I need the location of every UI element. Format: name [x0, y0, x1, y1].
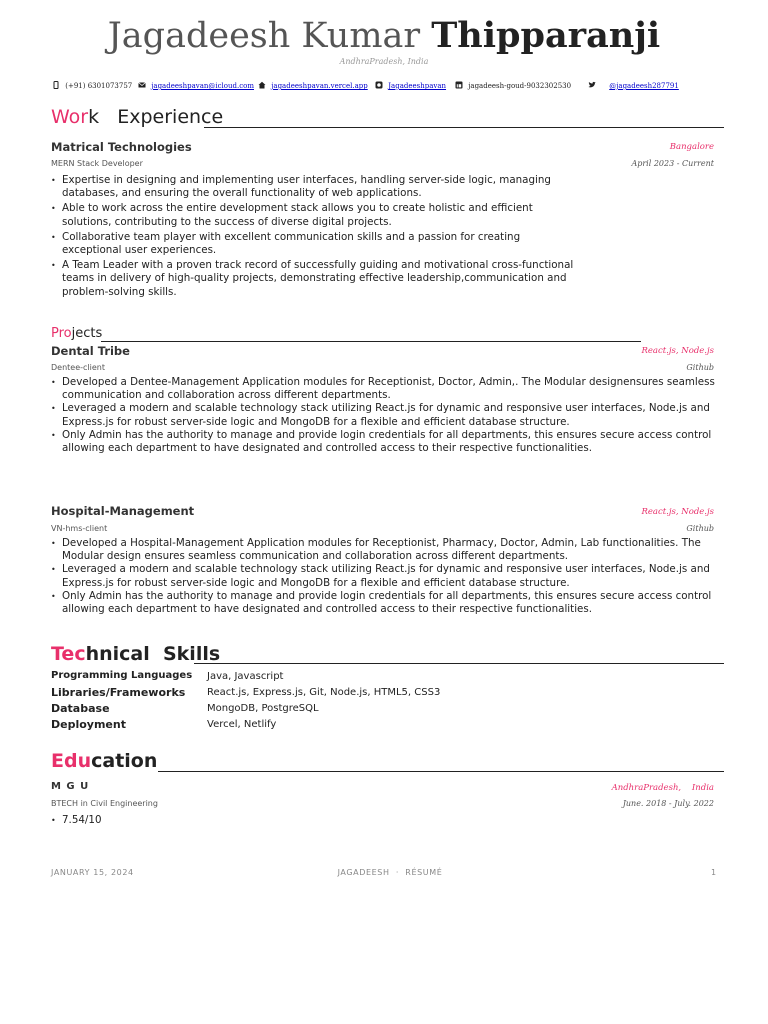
last-name: Thipparanji	[431, 15, 661, 56]
project-sub: VN-hms-client	[51, 524, 108, 533]
linkedin-icon	[455, 81, 463, 89]
email-icon	[138, 81, 146, 89]
skill-value: React.js, Express.js, Git, Node.js, HTML5, CSS3	[207, 687, 441, 698]
section-rule	[194, 663, 724, 664]
projects-heading	[51, 326, 102, 341]
list-item: • Leveraged a modern and scalable technology stack utilizing React.js for dynamic and responsive user interfaces, Node.js and Express.js for robust server-side logic and MongoDB for a flexible and efficient database structure.	[51, 402, 721, 428]
work-role: MERN Stack Developer	[51, 159, 143, 168]
project-stack: React.js, Node.js	[641, 507, 714, 517]
section-rule	[158, 771, 724, 772]
list-item: • Only Admin has the authority to manage and provide login credentials for all departments, this ensures secure access control allowing each department to have designated and controlled access to their respective functionalities.	[51, 429, 721, 455]
project-stack: React.js, Node.js	[641, 346, 714, 356]
contact-phone	[52, 80, 132, 92]
heading-accent: Pro	[51, 326, 72, 341]
linkedin-text: jagadeesh-goud-9032302530	[468, 82, 572, 90]
project-bullets-hospital	[51, 537, 721, 616]
project-source: Github	[686, 524, 714, 533]
skill-value: MongoDB, PostgreSQL	[207, 703, 319, 714]
work-location: Bangalore	[669, 142, 714, 152]
skill-label: Database	[51, 702, 110, 715]
work-bullets	[51, 174, 581, 301]
heading-rest: jects	[71, 326, 103, 341]
work-experience-heading	[51, 106, 223, 128]
technical-skills-heading	[51, 643, 220, 665]
education-school: M G U	[51, 781, 90, 792]
work-date: April 2023 - Current	[631, 159, 714, 168]
project-bullets-dental	[51, 376, 721, 455]
skill-label: Deployment	[51, 718, 126, 731]
home-icon	[258, 81, 266, 89]
footer-center: JAGADEESH · RÉSUMÉ	[337, 868, 443, 877]
list-item: • 7.54/10	[51, 814, 351, 827]
footer-page-number: 1	[711, 868, 717, 877]
github-icon	[375, 81, 383, 89]
list-item: • Expertise in designing and implementing user interfaces, handling server-side logic, managing databases, and ensuring the overall functionality of web applications.	[51, 174, 581, 200]
heading-rest: k Experience	[88, 106, 224, 128]
project-sub: Dentee-client	[51, 363, 105, 372]
contact-website[interactable]	[258, 80, 368, 92]
contact-twitter[interactable]	[588, 80, 679, 92]
list-item: • Developed a Hospital-Management Application modules for Receptionist, Pharmacy, Doctor, Admin, Lab functionalities. The Modular design ensures seamless communication and collaboration across different departments.	[51, 537, 721, 563]
education-bullets	[51, 814, 351, 829]
list-item: • Only Admin has the authority to manage and provide login credentials for all departments, this ensures secure access control allowing each department to have designated and controlled access to their respective functionalities.	[51, 590, 721, 616]
phone-icon	[52, 81, 60, 89]
contact-linkedin	[455, 80, 571, 92]
github-link[interactable]: Jagadeeshpavan	[388, 82, 447, 90]
contact-bar	[52, 80, 732, 94]
skill-label: Programming Languages	[51, 670, 193, 681]
heading-accent: Edu	[51, 750, 92, 772]
skill-value: Vercel, Netlify	[207, 719, 277, 730]
list-item: • Leveraged a modern and scalable technology stack utilizing React.js for dynamic and responsive user interfaces, Node.js and Express.js for robust server-side logic and MongoDB for a flexible and efficient database structure.	[51, 563, 721, 589]
skill-value: Java, Javascript	[207, 671, 284, 682]
contact-email[interactable]	[138, 80, 254, 92]
heading-rest: cation	[91, 750, 158, 772]
section-rule	[101, 341, 641, 342]
project-source: Github	[686, 363, 714, 372]
heading-accent: Wor	[51, 106, 89, 128]
footer-date: JANUARY 15, 2024	[51, 868, 134, 877]
list-item: • Able to work across the entire development stack allows you to create holistic and efficient solutions, contributing to the success of diverse digital projects.	[51, 202, 581, 228]
education-location: AndhraPradesh, India	[611, 783, 714, 793]
project-title-dental-tribe: Dental Tribe	[51, 344, 130, 358]
heading-accent: Tec	[51, 643, 86, 665]
twitter-icon	[588, 81, 596, 89]
website-link[interactable]: jagadeeshpavan.vercel.app	[271, 82, 368, 90]
heading-rest: hnical Skills	[85, 643, 221, 665]
phone-text: (+91) 6301073757	[65, 82, 133, 90]
header-location: AndhraPradesh, India	[339, 57, 429, 66]
twitter-link[interactable]: @jagadeesh287791	[609, 82, 679, 90]
list-item: • Collaborative team player with excellent communication skills and a passion for creating exceptional user experiences.	[51, 231, 581, 257]
education-degree: BTECH in Civil Engineering	[51, 799, 158, 808]
list-item: • A Team Leader with a proven track record of successfully guiding and motivational cross-functional teams in delivery of high-quality projects, demonstrating effective leadership,communication and problem-solving skills.	[51, 259, 581, 299]
education-date: June. 2018 - July. 2022	[622, 799, 714, 808]
email-link[interactable]: jagadeeshpavan@icloud.com	[151, 82, 254, 90]
first-names: Jagadeesh Kumar	[107, 16, 421, 56]
contact-github[interactable]	[375, 80, 446, 92]
education-heading	[51, 750, 157, 772]
project-title-hospital: Hospital-Management	[51, 504, 195, 518]
list-item: • Developed a Dentee-Management Application modules for Receptionist, Doctor, Admin,. The Modular designensures seamless communication and collaboration across different departments.	[51, 376, 721, 402]
section-rule	[204, 127, 724, 128]
skill-label: Libraries/Frameworks	[51, 686, 186, 699]
resume-name	[0, 14, 768, 58]
work-company: Matrical Technologies	[51, 140, 192, 154]
